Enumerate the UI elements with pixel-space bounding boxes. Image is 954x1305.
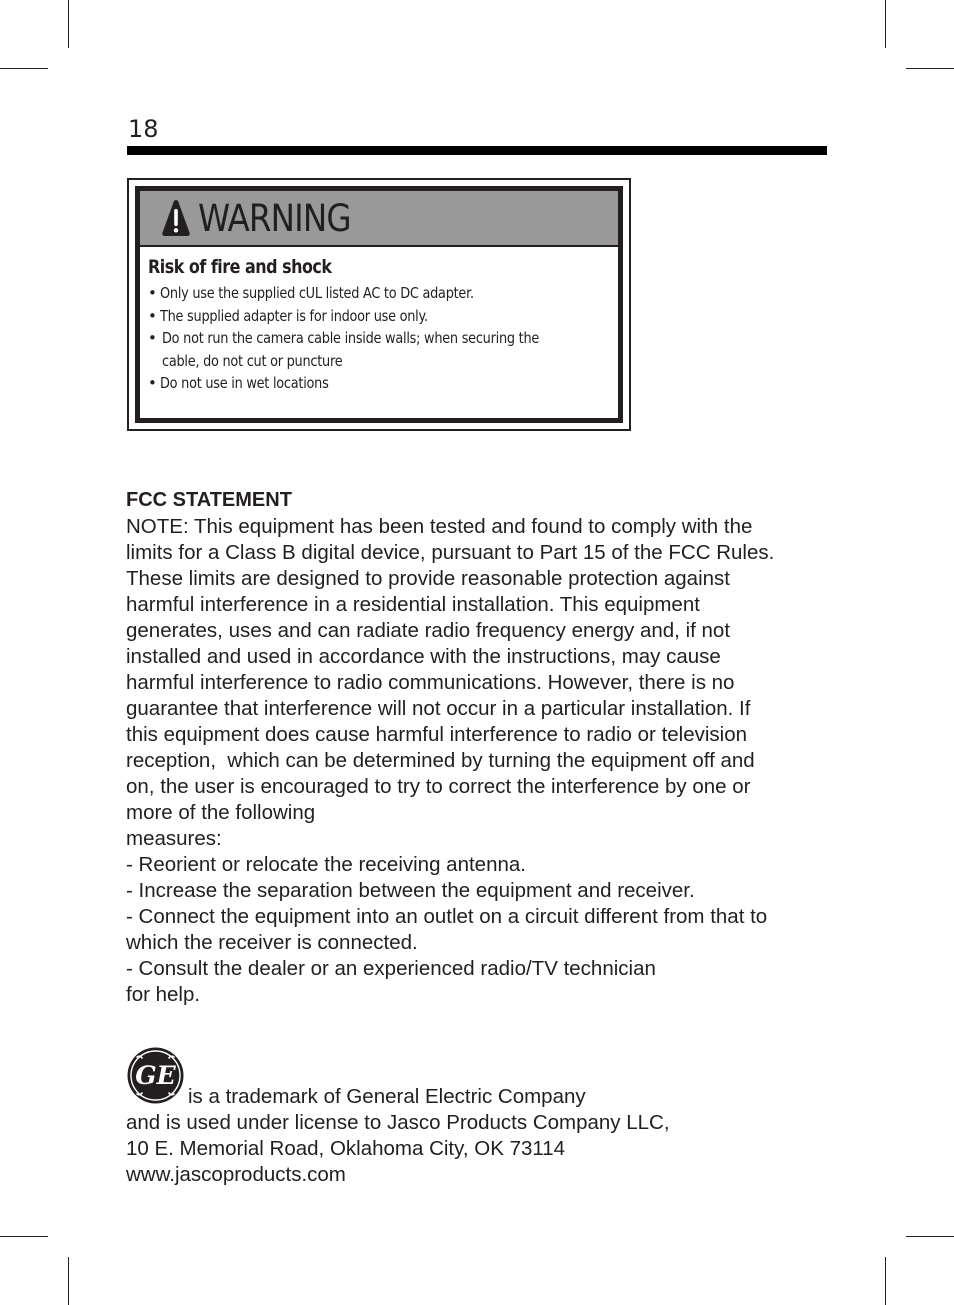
warning-list-item: • Only use the supplied cUL listed AC to DC adapter. xyxy=(148,282,616,305)
warning-triangle-icon xyxy=(161,198,191,238)
bullet-icon: • xyxy=(148,374,157,392)
warning-title: WARNING xyxy=(198,197,351,240)
fcc-line: These limits are designed to provide reasonable protection against xyxy=(126,567,730,590)
fcc-line: guarantee that interference will not occur in a particular installation. If xyxy=(126,697,751,720)
svg-text:GE: GE xyxy=(135,1061,176,1090)
crop-mark-top-left-vertical xyxy=(68,0,69,48)
header-rule xyxy=(127,146,827,155)
fcc-line: limits for a Class B digital device, pursuant to Part 15 of the FCC Rules. xyxy=(126,541,775,564)
fcc-line: NOTE: This equipment has been tested and found to comply with the xyxy=(126,515,753,538)
warning-list-item-continuation: cable, do not cut or puncture xyxy=(162,351,343,370)
bullet-icon: • xyxy=(148,329,157,347)
bullet-icon: • xyxy=(148,306,157,325)
warning-list xyxy=(148,282,616,395)
fcc-line: this equipment does cause harmful interference to radio or television xyxy=(126,723,748,746)
crop-mark-bottom-left-horizontal xyxy=(0,1236,48,1237)
fcc-line: installed and used in accordance with the instructions, may cause xyxy=(126,645,721,668)
fcc-line: more of the following xyxy=(126,801,316,824)
warning-list-item: • Do not run the camera cable inside walls; when securing the xyxy=(148,327,616,350)
warning-header xyxy=(140,191,618,247)
fcc-measure: - Increase the separation between the equipment and receiver. xyxy=(126,879,695,902)
fcc-heading: FCC STATEMENT xyxy=(126,489,292,511)
trademark-line: is a trademark of General Electric Company xyxy=(188,1085,586,1108)
warning-box xyxy=(135,186,623,423)
fcc-line: reception, which can be determined by turning the equipment off and xyxy=(126,749,755,772)
fcc-statement xyxy=(126,486,831,1008)
crop-mark-top-left-horizontal xyxy=(0,68,48,69)
warning-list-item: • Do not use in wet locations xyxy=(148,372,616,395)
crop-mark-bottom-right-horizontal xyxy=(906,1236,954,1237)
fcc-line: generates, uses and can radiate radio frequency energy and, if not xyxy=(126,619,731,642)
trademark-address: 10 E. Memorial Road, Oklahoma City, OK 73114 xyxy=(126,1137,566,1160)
trademark-website: www.jascoproducts.com xyxy=(126,1163,346,1186)
bullet-icon: • xyxy=(148,284,157,302)
page-number: 18 xyxy=(128,115,159,143)
fcc-measure: - Connect the equipment into an outlet on a circuit different from that to xyxy=(126,905,768,928)
fcc-line: measures: xyxy=(126,827,222,850)
fcc-line: harmful interference in a residential installation. This equipment xyxy=(126,593,700,616)
crop-mark-bottom-right-vertical xyxy=(885,1257,886,1305)
crop-mark-top-right-horizontal xyxy=(906,68,954,69)
trademark-line: and is used under license to Jasco Products Company LLC, xyxy=(126,1111,670,1134)
fcc-line: harmful interference to radio communications. However, there is no xyxy=(126,671,735,694)
trademark-text xyxy=(126,1084,670,1188)
warning-list-item: • The supplied adapter is for indoor use only. xyxy=(148,305,616,328)
fcc-measure: which the receiver is connected. xyxy=(126,931,418,954)
warning-body xyxy=(148,253,616,395)
fcc-measure: - Reorient or relocate the receiving antenna. xyxy=(126,853,526,876)
fcc-measure: - Consult the dealer or an experienced radio/TV technician xyxy=(126,957,656,980)
warning-subtitle: Risk of fire and shock xyxy=(148,256,332,278)
crop-mark-bottom-left-vertical xyxy=(68,1257,69,1305)
crop-mark-top-right-vertical xyxy=(885,0,886,48)
fcc-line: on, the user is encouraged to try to correct the interference by one or xyxy=(126,775,751,798)
fcc-measure: for help. xyxy=(126,983,201,1006)
